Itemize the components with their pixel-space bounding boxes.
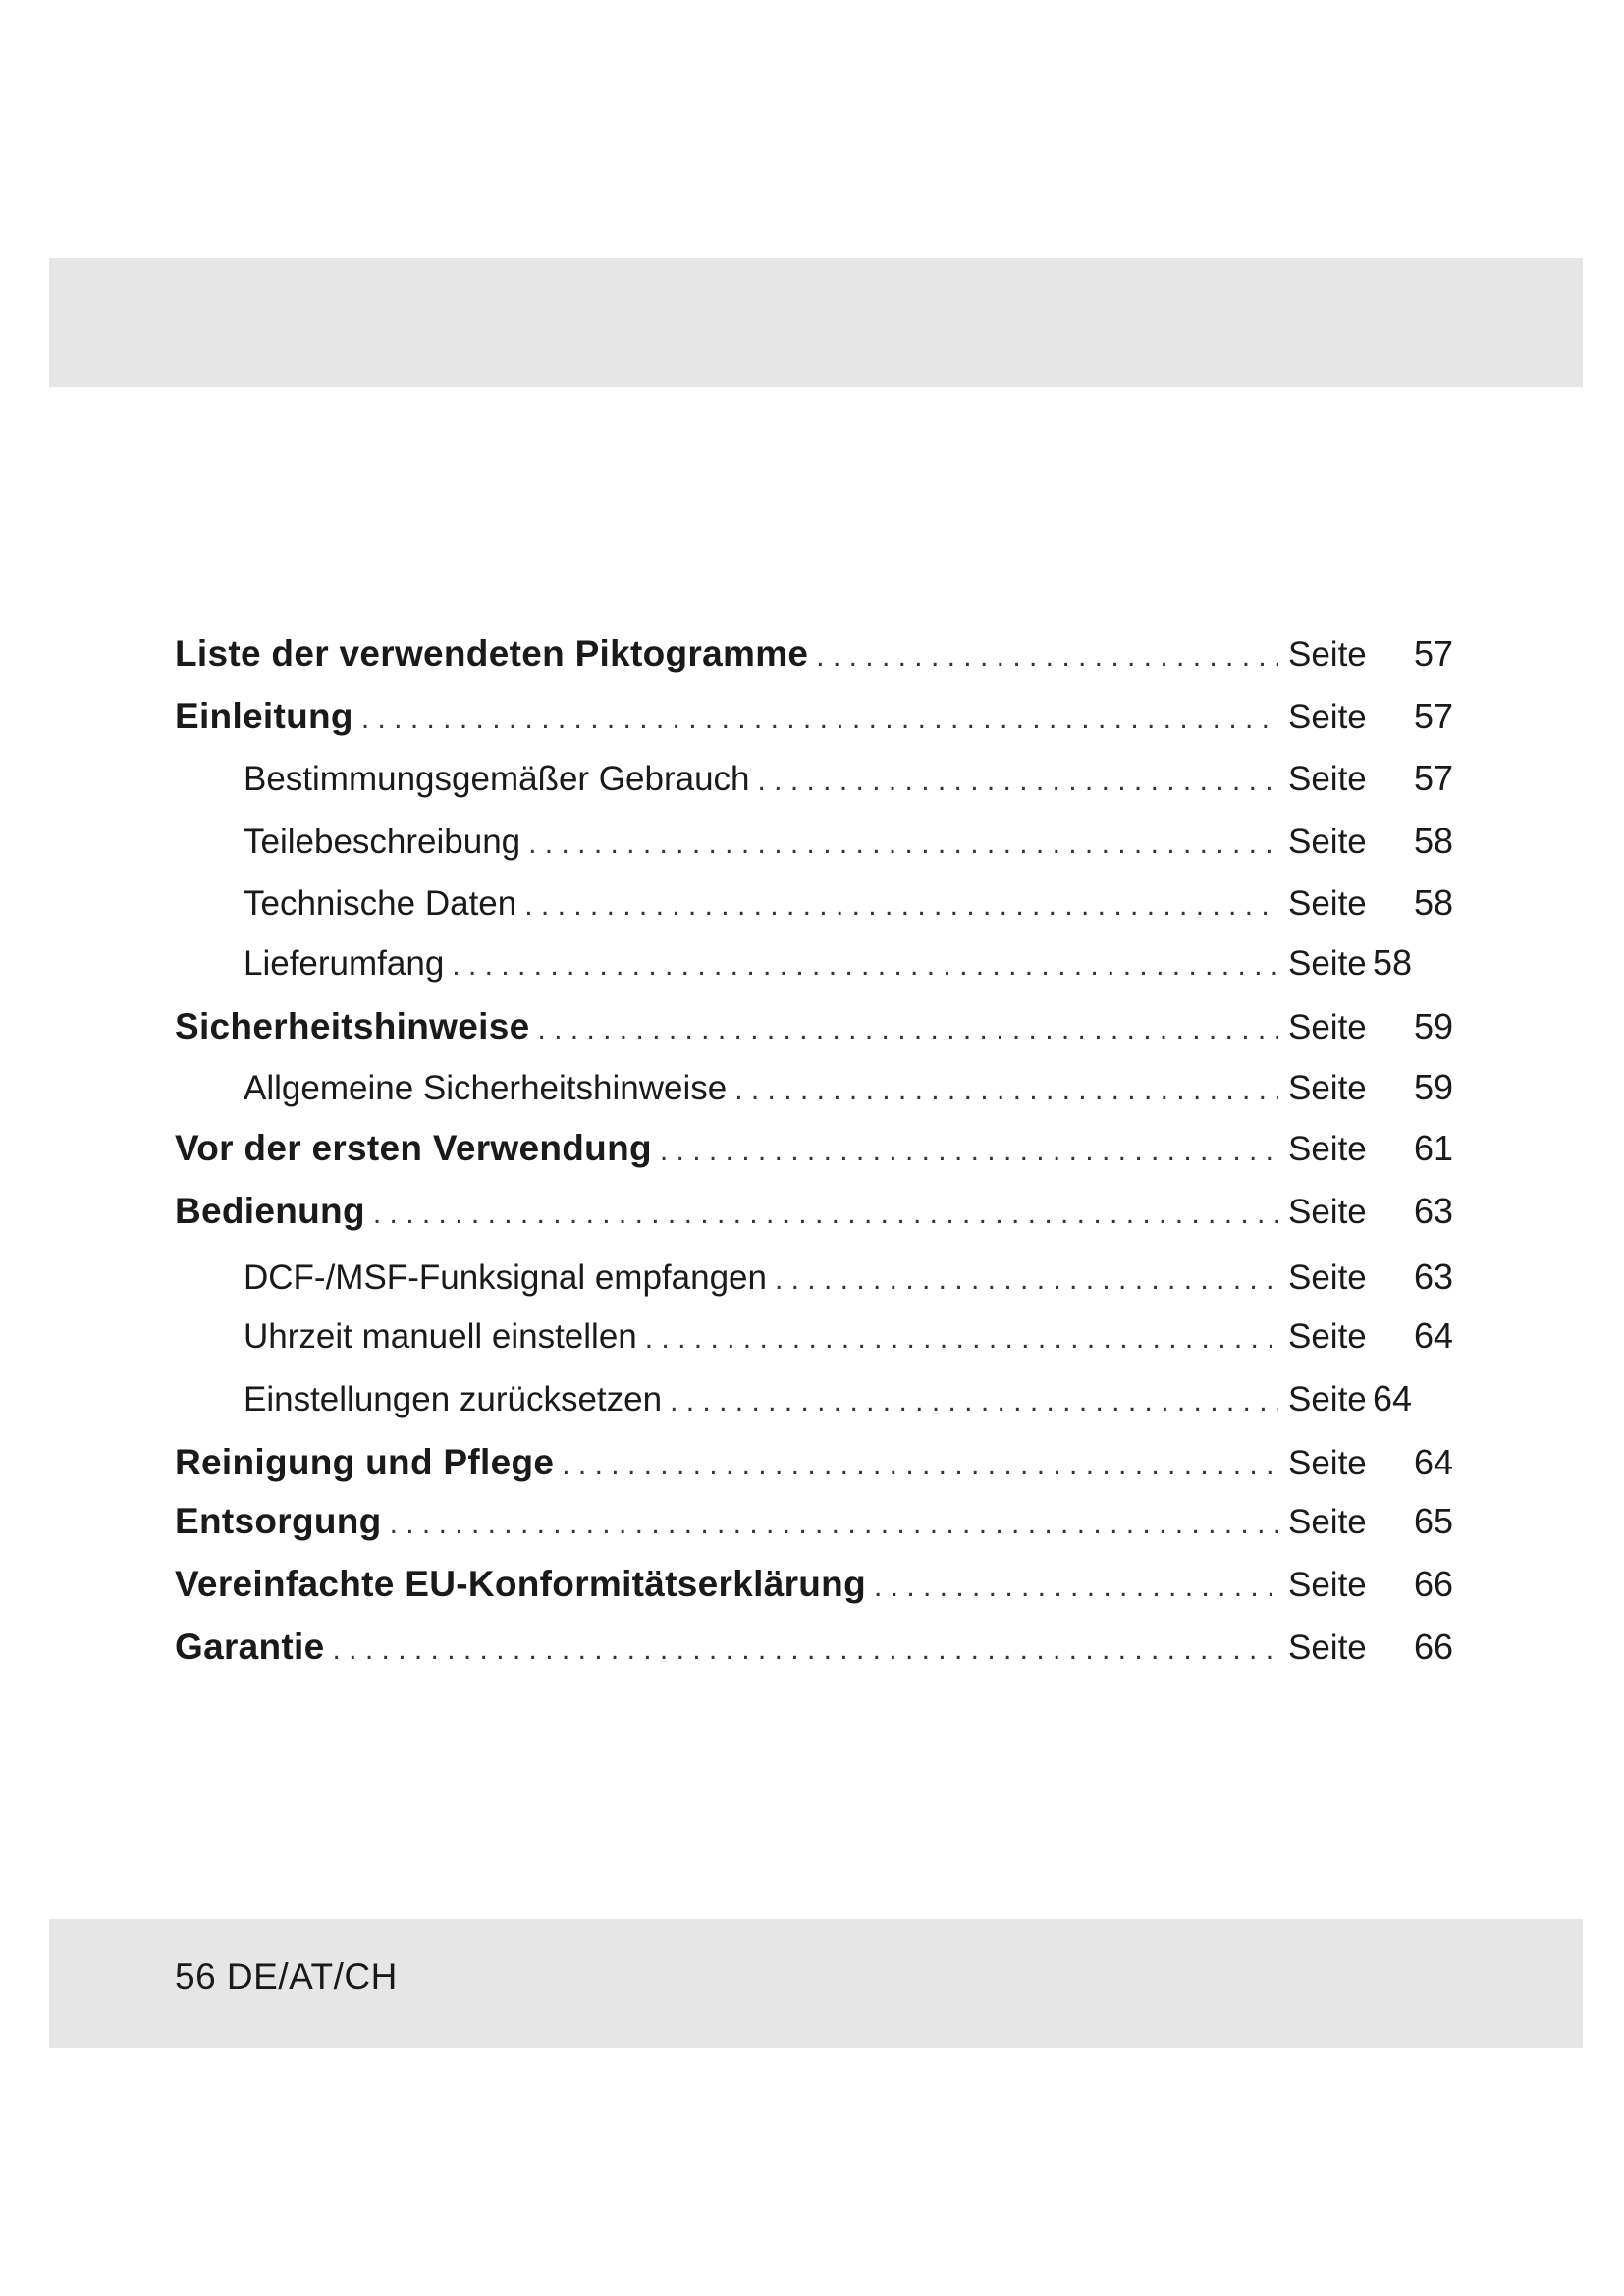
toc-entry[interactable]	[175, 1191, 1453, 1240]
toc-entry-title: Einleitung	[175, 696, 353, 736]
toc-entry-seite-label: Seite	[1288, 1130, 1367, 1168]
dot-leader	[874, 1571, 1278, 1604]
toc-entry-title: Einstellungen zurücksetzen	[244, 1380, 663, 1418]
toc-entry-seite-label: Seite	[1288, 698, 1367, 736]
toc-entry[interactable]	[175, 633, 1453, 682]
toc-entry[interactable]	[175, 1627, 1453, 1676]
toc-entry-seite-label: Seite	[1288, 1008, 1367, 1046]
toc-entry-seite-label: Seite	[1288, 1193, 1367, 1231]
toc-entry-title: DCF-/MSF-Funksignal empfangen	[244, 1258, 767, 1297]
dot-leader	[361, 703, 1278, 736]
toc-entry-page-number: 63	[1413, 1191, 1453, 1231]
footer-band	[49, 1919, 1583, 2048]
dot-leader	[775, 1263, 1278, 1297]
toc-entry-title: Bedienung	[175, 1191, 365, 1231]
dot-leader	[562, 1449, 1278, 1482]
dot-leader	[524, 889, 1278, 923]
toc-entry-page-number: 59	[1413, 1067, 1453, 1107]
toc-entry-title: Vor der ersten Verwendung	[175, 1128, 652, 1168]
toc-entry-title: Bestimmungsgemäßer Gebrauch	[244, 760, 750, 798]
toc-entry-seite-label: Seite	[1288, 760, 1367, 798]
toc-entry-page-number: 65	[1413, 1501, 1453, 1541]
toc-entry[interactable]	[244, 1067, 1453, 1116]
dot-leader	[734, 1074, 1278, 1107]
toc-entry[interactable]	[244, 882, 1453, 932]
toc-entry-title: Sicherheitshinweise	[175, 1006, 530, 1046]
dot-leader	[390, 1508, 1278, 1541]
toc-entry-seite-label: Seite	[1288, 1566, 1367, 1604]
toc-entry-title: Lieferumfang	[244, 944, 445, 983]
toc-entry-page-number: 58	[1413, 882, 1453, 923]
toc-entry-title: Technische Daten	[244, 884, 517, 923]
toc-entry-title: Vereinfachte EU-Konformitätserklärung	[175, 1564, 866, 1604]
dot-leader	[537, 1013, 1278, 1046]
toc-entry-seite-label: Seite	[1288, 1444, 1367, 1482]
dot-leader	[816, 640, 1278, 673]
toc-entry-page-number: 64	[1373, 1378, 1413, 1418]
toc-entry-page-number: 59	[1413, 1006, 1453, 1046]
toc-entry-seite-label: Seite	[1288, 1629, 1367, 1667]
dot-leader	[373, 1198, 1278, 1231]
toc-entry-page-number: 64	[1413, 1442, 1453, 1482]
toc-entry-seite-label: Seite	[1288, 1503, 1367, 1541]
toc-entry[interactable]	[175, 1006, 1453, 1055]
toc-entry-page-number: 63	[1413, 1256, 1453, 1297]
toc-entry-title: Reinigung und Pflege	[175, 1442, 555, 1482]
toc-entry-title: Entsorgung	[175, 1501, 382, 1541]
toc-entry-seite-label: Seite	[1288, 1258, 1367, 1297]
toc-entry-seite-label: Seite	[1288, 1380, 1367, 1418]
toc-entry[interactable]	[175, 1564, 1453, 1613]
toc-entry[interactable]	[175, 1501, 1453, 1550]
toc-entry-page-number: 57	[1413, 696, 1453, 736]
toc-entry-page-number: 57	[1413, 633, 1453, 673]
toc-entry[interactable]	[244, 1378, 1453, 1427]
toc-entry-page-number: 58	[1413, 821, 1453, 861]
toc-entry-seite-label: Seite	[1288, 944, 1367, 983]
toc-entry[interactable]	[244, 942, 1453, 991]
toc-entry-seite-label: Seite	[1288, 823, 1367, 861]
toc-entry[interactable]	[244, 1315, 1453, 1364]
toc-entry-seite-label: Seite	[1288, 1069, 1367, 1107]
toc-entry[interactable]	[175, 1128, 1453, 1177]
toc-entry-page-number: 64	[1413, 1315, 1453, 1356]
toc-entry[interactable]	[175, 696, 1453, 745]
toc-entry-seite-label: Seite	[1288, 635, 1367, 673]
dot-leader	[660, 1135, 1278, 1168]
dot-leader	[333, 1633, 1278, 1667]
toc-entry-title: Teilebeschreibung	[244, 823, 521, 861]
toc-entry-page-number: 61	[1413, 1128, 1453, 1168]
toc-entry-page-number: 66	[1413, 1564, 1453, 1604]
dot-leader	[670, 1385, 1278, 1418]
dot-leader	[645, 1322, 1278, 1356]
toc-entry-title: Uhrzeit manuell einstellen	[244, 1317, 637, 1356]
toc-entry-page-number: 58	[1373, 942, 1413, 983]
toc-entry[interactable]	[175, 1442, 1453, 1491]
dot-leader	[452, 949, 1278, 983]
toc-entry[interactable]	[244, 1256, 1453, 1306]
toc-entry-seite-label: Seite	[1288, 1317, 1367, 1356]
toc-entry-seite-label: Seite	[1288, 884, 1367, 923]
toc-entry[interactable]	[244, 758, 1453, 807]
toc-entry-page-number: 66	[1413, 1627, 1453, 1667]
toc-entry-title: Garantie	[175, 1627, 325, 1667]
toc-entry-page-number: 57	[1413, 758, 1453, 798]
dot-leader	[528, 828, 1278, 861]
page-footer-label: 56 DE/AT/CH	[175, 1956, 398, 1997]
toc-entry[interactable]	[244, 821, 1453, 870]
toc-entry-title: Liste der verwendeten Piktogramme	[175, 633, 809, 673]
toc-entry-title: Allgemeine Sicherheitshinweise	[244, 1069, 728, 1107]
dot-leader	[758, 765, 1279, 798]
